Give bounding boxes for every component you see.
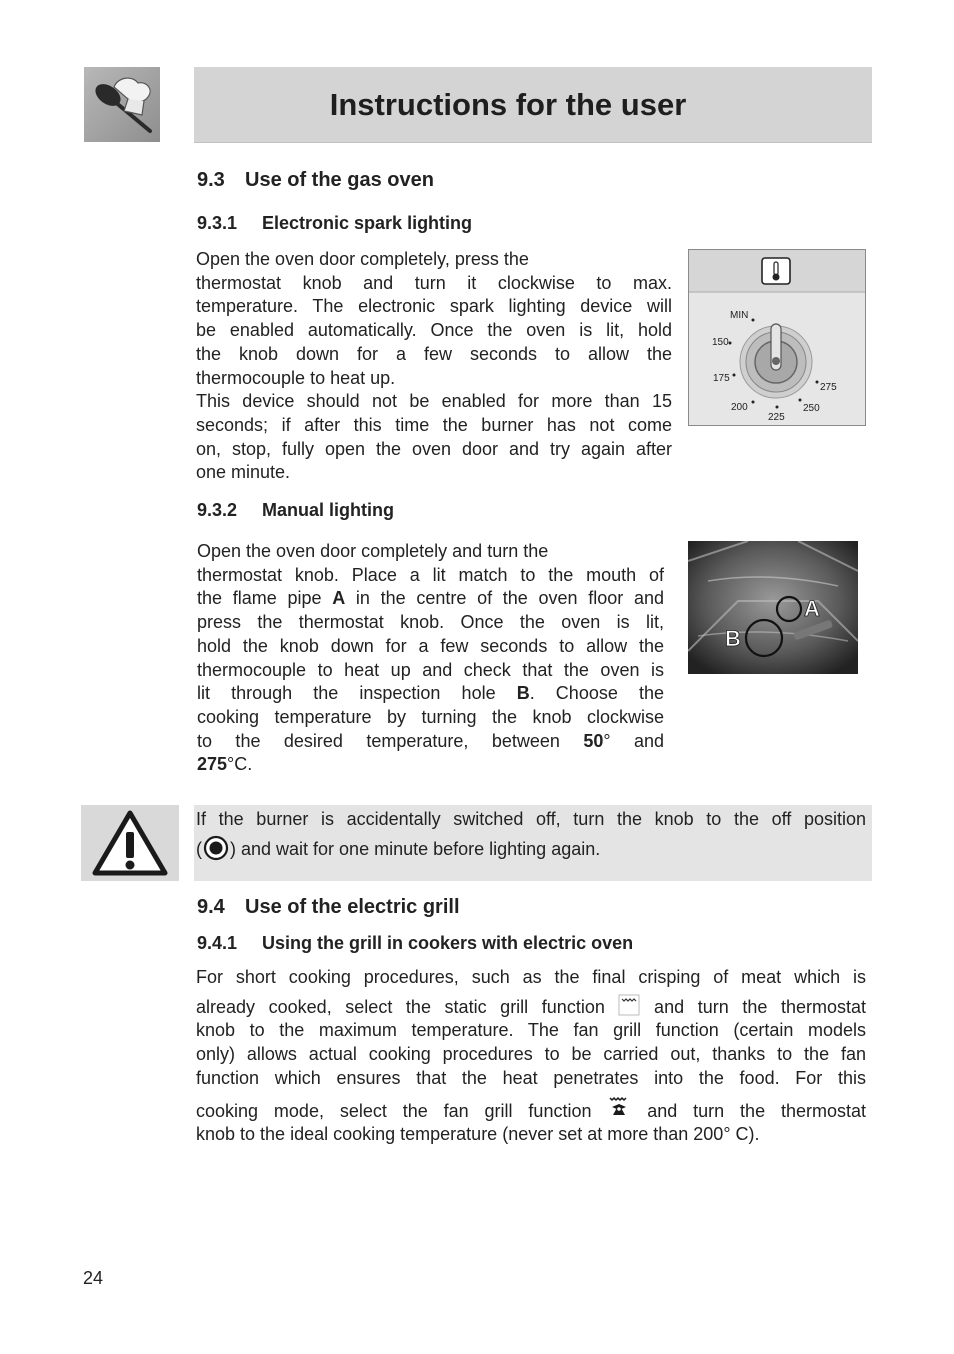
warning-triangle-icon bbox=[81, 805, 179, 881]
knob-label-min: MIN bbox=[730, 310, 749, 321]
manual-lighting-text: Open the oven door completely and turn the thermostat knob. Place a lit match to the mouth of the flame pipe A in the centre of the oven floor and press the thermostat knob. Once the oven is lit, hold the knob down for a few seconds to allow the thermocouple to heat up and check that the oven is lit through the inspection hole B. Choose the cooking temperature by turning the knob clockwise to the desired temperature, between 50° and 275°C. bbox=[197, 541, 664, 775]
grill-text: For short cooking procedures, such as the final crisping of meat which is already cooked, select the static grill function and turn the thermostat knob to the maximum temperature. The fan grill function (certain models only) allows actual cooking procedures to be carried out, thanks to the fan function which ensures that the heat penetrates into the food. For this cooking mode, select the fan grill function and turn the thermostat knob to the ideal cooking temperature (never set at more than 200° C). bbox=[196, 967, 866, 1145]
section-9-3-2-heading: 9.3.2 Manual lighting bbox=[197, 500, 394, 520]
section-9-3-heading: 9.3 Use of the gas oven bbox=[197, 169, 434, 191]
section-9-3-1-heading: 9.3.1 Electronic spark lighting bbox=[197, 213, 473, 233]
thermostat-knob-illustration bbox=[688, 249, 866, 426]
warning-text: If the burner is accidentally switched off, turn the knob to the off position ( ) and wait for one minute before lighting again. bbox=[196, 804, 866, 864]
section-9-4-heading: 9.4 Use of the electric grill bbox=[197, 896, 460, 918]
warning-icon-box bbox=[81, 805, 179, 881]
photo-label-a: A bbox=[804, 596, 820, 621]
knob-label-250: 250 bbox=[803, 403, 820, 414]
knob-label-175: 175 bbox=[713, 373, 730, 384]
knob-label-275: 275 bbox=[820, 382, 837, 393]
off-position-icon bbox=[202, 834, 230, 862]
page-number: 24 bbox=[83, 1268, 104, 1288]
chef-spoon-icon bbox=[84, 67, 160, 142]
header-bar bbox=[194, 67, 872, 143]
knob-label-225: 225 bbox=[768, 412, 785, 423]
page-title: Instructions for the user bbox=[329, 86, 687, 122]
spark-lighting-text: Open the oven door completely, press the thermostat knob and turn it clockwise to max. temperature. The electronic spark lighting device will be enabled automatically. Once the oven is lit, hold the knob down for a few seconds to allow the thermocouple to heat up. This device should not be enabled for more than 15 seconds; if after this time the burner has not come on, stop, fully open the oven door and try again after one minute. bbox=[196, 249, 672, 483]
section-9-4-1-heading: 9.4.1 Using the grill in cookers with electric oven bbox=[197, 933, 634, 953]
knob-label-150: 150 bbox=[712, 337, 729, 348]
fan-grill-icon bbox=[607, 1095, 631, 1119]
thermometer-icon bbox=[762, 258, 790, 284]
photo-label-b: B bbox=[725, 626, 741, 651]
oven-floor-photo bbox=[688, 541, 858, 674]
header-logo bbox=[84, 67, 160, 142]
knob-label-200: 200 bbox=[731, 402, 748, 413]
static-grill-icon bbox=[618, 994, 640, 1016]
